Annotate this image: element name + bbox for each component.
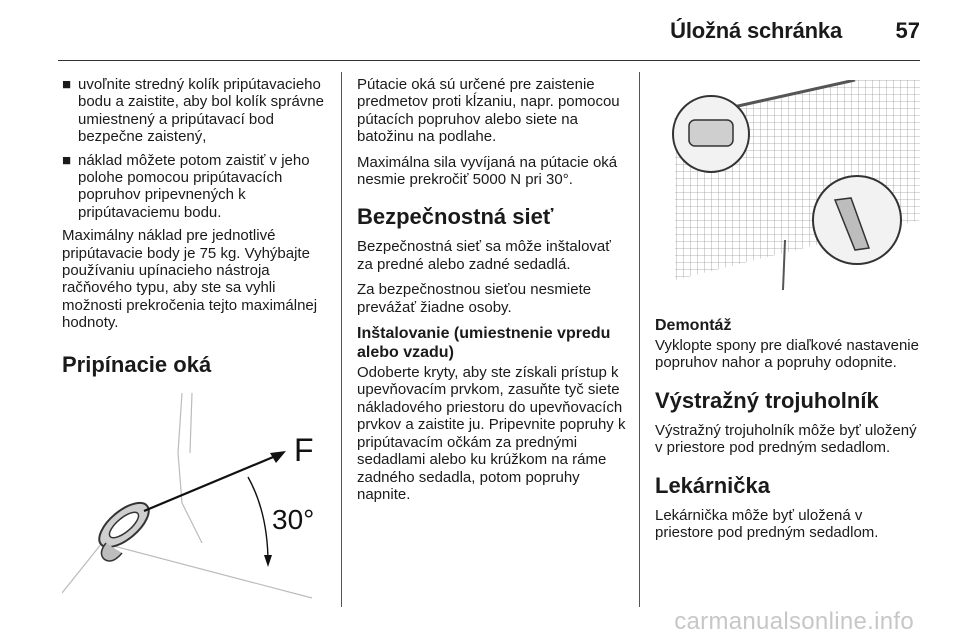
column-divider-2: [639, 72, 640, 607]
column-2: [357, 76, 627, 511]
page-header: [0, 0, 960, 56]
subheading: Demontáž: [655, 317, 732, 334]
heading: Bezpečnostná sieť: [357, 204, 554, 230]
force-label: F: [294, 432, 314, 468]
bullet-item: [62, 76, 328, 146]
heading: Lekárnička: [655, 472, 770, 498]
bullet-text: náklad môžete potom zaistiť v jeho polohe pomocou pripútavacích popruhov pripevnených k pripútavaciemu bodu.: [78, 151, 310, 221]
bullet-mark: ■: [62, 76, 72, 93]
paragraph: Maximálna sila vyvíjaná na pútacie oká nesmie prekročiť 5000 N pri 30°.: [357, 153, 618, 189]
header-divider: [58, 60, 920, 61]
bullet-item: [62, 152, 328, 222]
heading: Výstražný trojuholník: [655, 387, 879, 413]
mount-bracket-icon: [689, 120, 733, 146]
paragraph: Bezpečnostná sieť sa môže inštalovať za predné alebo zadné sedadlá.: [357, 238, 611, 273]
angle-arc: [248, 477, 268, 563]
paragraph: Výstražný trojuholník môže byť uložený v priestore pod predným sedadlom.: [655, 421, 917, 457]
column-3: [655, 310, 923, 549]
section-title: Úložná schránka: [670, 18, 842, 43]
angle-label: 30°: [272, 504, 315, 535]
column-1: [62, 76, 328, 386]
paragraph: Pútacie oká sú určené pre zaistenie predmetov proti kĺzaniu, napr. pomocou pútacích popruhov alebo siete na batožinu na podlahe.: [357, 76, 620, 146]
safety-net-illustration: [655, 80, 920, 295]
column-divider-1: [341, 72, 342, 607]
force-arrow: [144, 455, 278, 511]
subheading: Inštalovanie (umiestnenie vpredu alebo vzadu): [357, 325, 611, 362]
arc-arrowhead-icon: [264, 555, 272, 567]
vehicle-floor-lines: [62, 393, 315, 598]
paragraph: Za bezpečnostnou sieťou nesmiete prevážať žiadne osoby.: [357, 281, 592, 316]
lashing-ring-icon: [92, 495, 156, 561]
source-watermark: carmanualsonline.info: [674, 608, 914, 635]
bullet-text: uvoľnite stredný kolík pripútavacieho bodu a zaistite, aby bol kolík správne umiestnený a pripútavací bod bezpečne zaistený,: [78, 76, 324, 146]
bullet-mark: ■: [62, 151, 72, 169]
paragraph: Vyklopte spony pre diaľkové nastavenie popruhov nahor a popruhy odopnite.: [655, 337, 919, 372]
paragraph: Maximálny náklad pre jednotlivé pripútavacie body je 75 kg. Vyhýbajte používaniu upínacieho nástroja račňového typu, aby ste sa vyhli možnosti prekročenia tejto maximálnej hodnoty.: [62, 227, 318, 332]
paragraph: Odoberte kryty, aby ste získali prístup k upevňovacím prvkom, zasuňte tyč siete nákladového priestoru do upevňovacích prvkov a zaistite ju. Pripevnite popruhy k pripútavacím očkám za prednými sedadlami alebo ku krúžkom na ráme zadného sedadla, potom popruhy napnite.: [357, 364, 626, 503]
lashing-eye-illustration: [62, 393, 328, 603]
paragraph: Lekárnička môže byť uložená v priestore pod predným sedadlom.: [655, 506, 879, 542]
page-number: 57: [895, 18, 920, 43]
heading: Pripínacie oká: [62, 351, 212, 377]
